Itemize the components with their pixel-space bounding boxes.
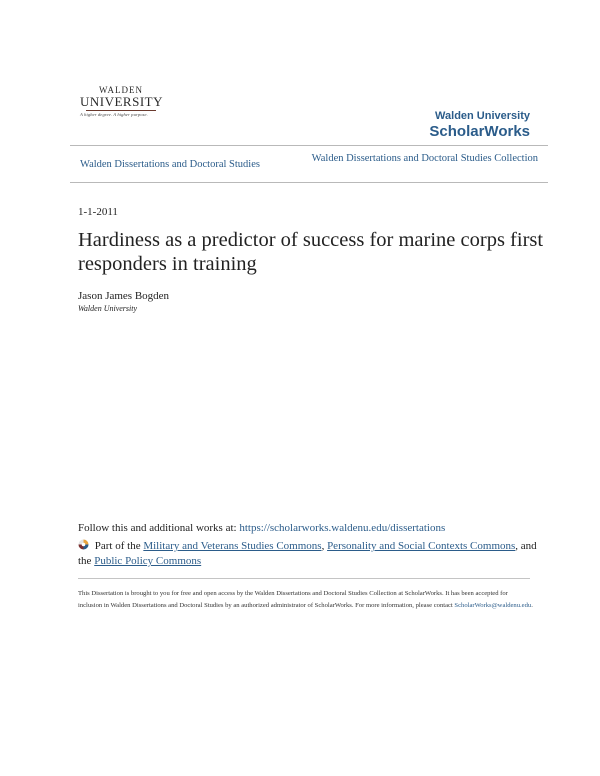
- logo-tagline: A higher degree. A higher purpose.: [80, 112, 148, 117]
- part-of-and: and the: [78, 540, 537, 567]
- commons-network-icon: [78, 539, 89, 550]
- logo-word-university: UNIVERSITY: [80, 94, 163, 109]
- collection-link-dissertations[interactable]: Walden Dissertations and Doctoral Studies: [80, 159, 260, 170]
- author-affiliation: Walden University: [78, 304, 138, 313]
- notice-end: .: [531, 601, 533, 609]
- collection-bar: [70, 145, 548, 183]
- part-of-prefix: Part of the: [94, 540, 141, 552]
- brand-repository: ScholarWorks: [429, 123, 530, 140]
- scholarworks-brand[interactable]: [429, 110, 530, 140]
- part-of-separator: ,: [515, 540, 519, 552]
- publication-date: 1-1-2011: [78, 206, 118, 218]
- collection-link-collection[interactable]: Walden Dissertations and Doctoral Studies Collection: [311, 153, 538, 164]
- commons-link-military-veterans[interactable]: Military and Veterans Studies Commons: [143, 540, 322, 552]
- notice-divider: [78, 578, 530, 579]
- part-of-commons: [78, 539, 548, 569]
- author-name: Jason James Bogden: [78, 290, 170, 302]
- follow-url-link[interactable]: https://scholarworks.waldenu.edu/dissertations: [239, 522, 446, 534]
- commons-link-personality-social[interactable]: Personality and Social Contexts Commons: [327, 540, 516, 552]
- walden-university-logo: [80, 86, 162, 126]
- follow-line: [78, 522, 445, 534]
- notice-text: This Dissertation is brought to you for free and open access by the Walden Dissertations and Doctoral Studies Collection at ScholarWorks. It has been accepted for inclusion in Walden Dissertations and Doctoral Studies by an authorized administrator of ScholarWorks. For more information, please contact: [78, 590, 508, 609]
- part-of-separator: ,: [321, 540, 325, 552]
- commons-link-public-policy[interactable]: Public Policy Commons: [94, 555, 202, 567]
- follow-label: Follow this and additional works at:: [78, 522, 237, 534]
- logo-rule: [86, 110, 156, 111]
- access-notice: [78, 588, 533, 611]
- brand-institution: Walden University: [435, 110, 530, 122]
- contact-email-link[interactable]: ScholarWorks@waldenu.edu: [454, 601, 532, 609]
- logo-word-walden: WALDEN: [99, 85, 143, 95]
- document-title: Hardiness as a predictor of success for marine corps first responders in training: [78, 229, 544, 275]
